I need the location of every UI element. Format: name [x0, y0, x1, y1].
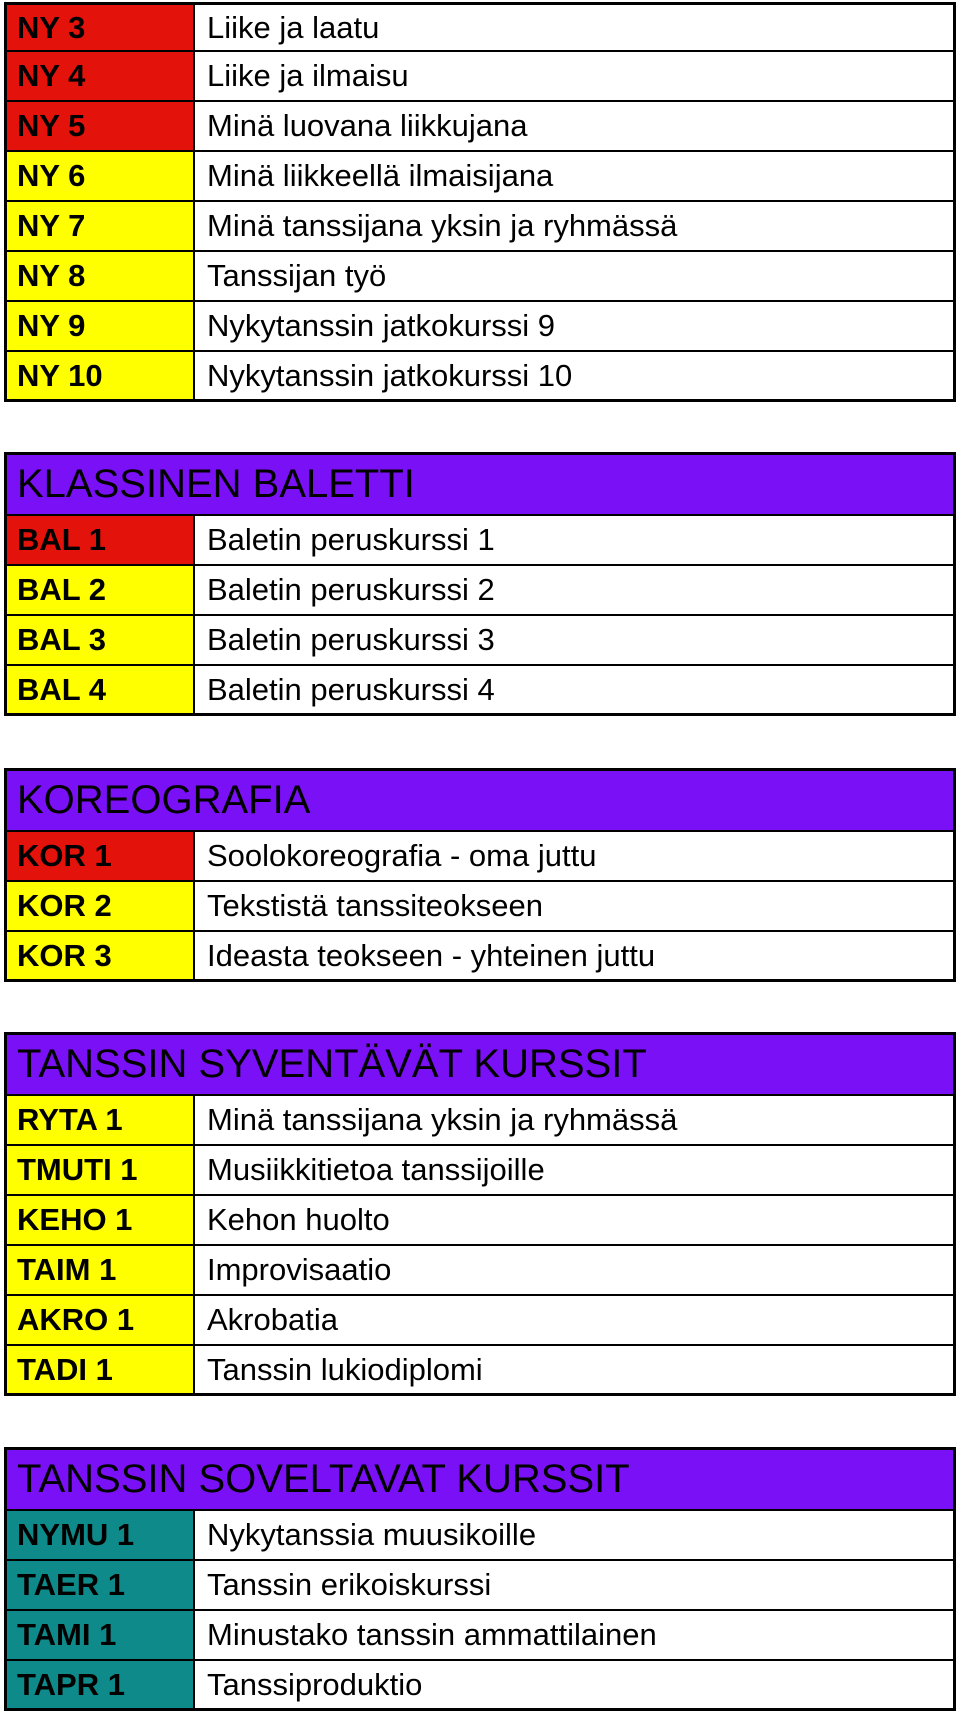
course-row	[4, 1611, 956, 1661]
course-code: NYMU 1	[7, 1511, 195, 1559]
course-row	[4, 882, 956, 932]
course-code: KOR 1	[7, 832, 195, 880]
course-code: NY 4	[7, 52, 195, 100]
section-header: KOREOGRAFIA	[4, 768, 956, 832]
course-code: NY 5	[7, 102, 195, 150]
course-name: Liike ja laatu	[195, 5, 953, 50]
course-row	[4, 566, 956, 616]
course-row	[4, 1246, 956, 1296]
course-code: TAIM 1	[7, 1246, 195, 1294]
course-name: Tekstistä tanssiteokseen	[195, 882, 953, 930]
course-name: Minä liikkeellä ilmaisijana	[195, 152, 953, 200]
course-row	[4, 1561, 956, 1611]
course-code: BAL 4	[7, 666, 195, 713]
course-row	[4, 666, 956, 716]
course-name: Kehon huolto	[195, 1196, 953, 1244]
course-name: Baletin peruskurssi 3	[195, 616, 953, 664]
course-code: TAER 1	[7, 1561, 195, 1609]
course-name: Minä tanssijana yksin ja ryhmässä	[195, 1096, 953, 1144]
course-code: NY 6	[7, 152, 195, 200]
course-code: BAL 2	[7, 566, 195, 614]
course-code: BAL 1	[7, 516, 195, 564]
course-row	[4, 1346, 956, 1396]
course-name: Akrobatia	[195, 1296, 953, 1344]
baletti-section	[4, 452, 956, 716]
course-name: Nykytanssia muusikoille	[195, 1511, 953, 1559]
section-header: TANSSIN SYVENTÄVÄT KURSSIT	[4, 1032, 956, 1096]
course-row	[4, 152, 956, 202]
course-row	[4, 1296, 956, 1346]
course-row	[4, 352, 956, 402]
course-name: Baletin peruskurssi 1	[195, 516, 953, 564]
course-row	[4, 302, 956, 352]
course-code: BAL 3	[7, 616, 195, 664]
course-name: Improvisaatio	[195, 1246, 953, 1294]
course-name: Ideasta teokseen - yhteinen juttu	[195, 932, 953, 979]
course-code: NY 3	[7, 5, 195, 50]
course-row	[4, 252, 956, 302]
course-name: Baletin peruskurssi 4	[195, 666, 953, 713]
course-name: Soolokoreografia - oma juttu	[195, 832, 953, 880]
course-code: NY 8	[7, 252, 195, 300]
course-row	[4, 2, 956, 52]
course-code: TMUTI 1	[7, 1146, 195, 1194]
course-code: TAMI 1	[7, 1611, 195, 1659]
course-name: Tanssin erikoiskurssi	[195, 1561, 953, 1609]
course-name: Minä tanssijana yksin ja ryhmässä	[195, 202, 953, 250]
course-code: KEHO 1	[7, 1196, 195, 1244]
section-header: KLASSINEN BALETTI	[4, 452, 956, 516]
course-name: Minustako tanssin ammattilainen	[195, 1611, 953, 1659]
course-code: TAPR 1	[7, 1661, 195, 1708]
course-row	[4, 1146, 956, 1196]
syventavat-section	[4, 1032, 956, 1396]
koreografia-section	[4, 768, 956, 982]
course-name: Baletin peruskurssi 2	[195, 566, 953, 614]
course-row	[4, 102, 956, 152]
course-row	[4, 1661, 956, 1711]
course-name: Liike ja ilmaisu	[195, 52, 953, 100]
course-code: NY 7	[7, 202, 195, 250]
course-row	[4, 516, 956, 566]
course-row	[4, 202, 956, 252]
section-header: TANSSIN SOVELTAVAT KURSSIT	[4, 1447, 956, 1511]
course-name: Musiikkitietoa tanssijoille	[195, 1146, 953, 1194]
course-code: KOR 3	[7, 932, 195, 979]
course-code: AKRO 1	[7, 1296, 195, 1344]
course-row	[4, 1196, 956, 1246]
course-row	[4, 1511, 956, 1561]
course-row	[4, 932, 956, 982]
course-row	[4, 52, 956, 102]
course-code: RYTA 1	[7, 1096, 195, 1144]
course-code: TADI 1	[7, 1346, 195, 1393]
course-name: Tanssijan työ	[195, 252, 953, 300]
course-row	[4, 832, 956, 882]
course-row	[4, 616, 956, 666]
course-code: NY 10	[7, 352, 195, 399]
course-name: Tanssiproduktio	[195, 1661, 953, 1708]
course-code: NY 9	[7, 302, 195, 350]
course-name: Nykytanssin jatkokurssi 9	[195, 302, 953, 350]
course-name: Minä luovana liikkujana	[195, 102, 953, 150]
soveltavat-section	[4, 1447, 956, 1711]
course-row	[4, 1096, 956, 1146]
course-code: KOR 2	[7, 882, 195, 930]
nykytanssi-section	[4, 2, 956, 402]
course-name: Tanssin lukiodiplomi	[195, 1346, 953, 1393]
course-name: Nykytanssin jatkokurssi 10	[195, 352, 953, 399]
